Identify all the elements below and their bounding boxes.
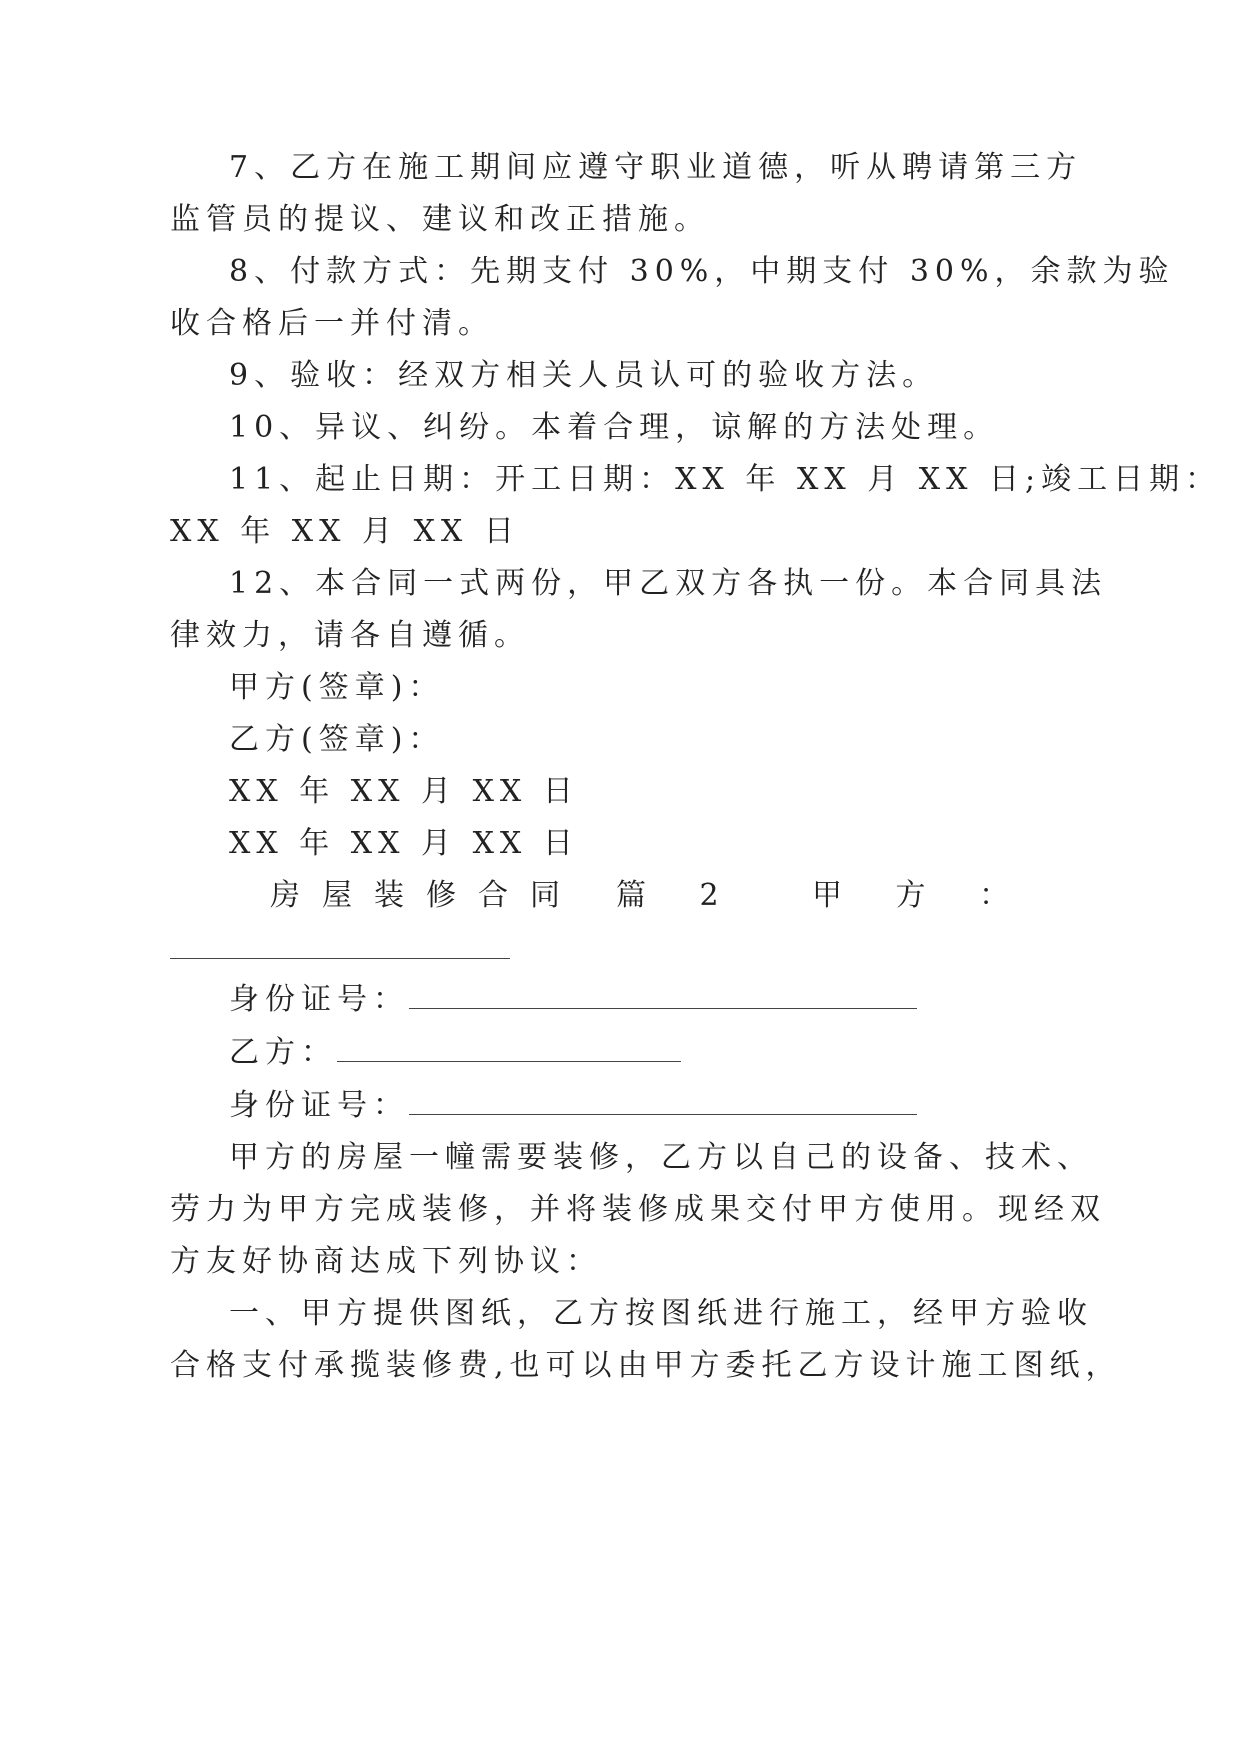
clause-7-line-2: 监管员的提议、建议和改正措施。 bbox=[170, 202, 710, 237]
party-a-name-blank bbox=[170, 958, 510, 959]
party-b-label: 乙方： bbox=[229, 1035, 337, 1070]
clause-8-line-2: 收合格后一并付清。 bbox=[170, 306, 494, 341]
clause-12-line-2: 律效力，请各自遵循。 bbox=[170, 618, 530, 653]
party-a-id-row bbox=[229, 980, 917, 1020]
item-1-line-1: 一、甲方提供图纸，乙方按图纸进行施工，经甲方验收 bbox=[229, 1296, 1093, 1331]
clause-9: 9、验收：经双方相关人员认可的验收方法。 bbox=[229, 358, 939, 393]
intro-line-3: 方友好协商达成下列协议： bbox=[170, 1244, 602, 1279]
party-b-id-blank bbox=[409, 1088, 917, 1115]
party-b-name-blank bbox=[337, 1035, 681, 1062]
party-b-id-row bbox=[229, 1086, 917, 1126]
clause-7-line-1: 7、乙方在施工期间应遵守职业道德，听从聘请第三方 bbox=[229, 150, 1083, 185]
id-number-label: 身份证号： bbox=[229, 1088, 409, 1123]
party-a-signature: 甲方(签章)： bbox=[229, 670, 445, 705]
item-1-line-2: 合格支付承揽装修费,也可以由甲方委托乙方设计施工图纸， bbox=[170, 1348, 1122, 1383]
clause-11-line-2: XX 年 XX 月 XX 日 bbox=[170, 514, 520, 549]
intro-line-1: 甲方的房屋一幢需要装修，乙方以自己的设备、技术、 bbox=[229, 1140, 1093, 1175]
party-b-row bbox=[229, 1033, 681, 1073]
party-b-signature: 乙方(签章)： bbox=[229, 722, 445, 757]
intro-line-2: 劳力为甲方完成装修，并将装修成果交付甲方使用。现经双 bbox=[170, 1192, 1106, 1227]
party-a-id-blank bbox=[409, 982, 917, 1009]
contract-2-party-a-label: 甲 方 ： bbox=[812, 878, 1032, 913]
clause-11-line-1: 11、起止日期：开工日期：XX 年 XX 月 XX 日;竣工日期： bbox=[229, 462, 1222, 497]
id-number-label: 身份证号： bbox=[229, 982, 409, 1017]
signature-date-1: XX 年 XX 月 XX 日 bbox=[229, 774, 579, 809]
clause-10: 10、异议、纠纷。本着合理，谅解的方法处理。 bbox=[229, 410, 1000, 445]
clause-12-line-1: 12、本合同一式两份，甲乙双方各执一份。本合同具法 bbox=[229, 566, 1108, 601]
contract-2-title: 房屋装修合同 bbox=[270, 878, 582, 913]
signature-date-2: XX 年 XX 月 XX 日 bbox=[229, 826, 579, 861]
clause-8-line-1: 8、付款方式：先期支付 30%，中期支付 30%，余款为验 bbox=[229, 254, 1175, 289]
contract-2-section: 篇 2 bbox=[616, 878, 741, 913]
